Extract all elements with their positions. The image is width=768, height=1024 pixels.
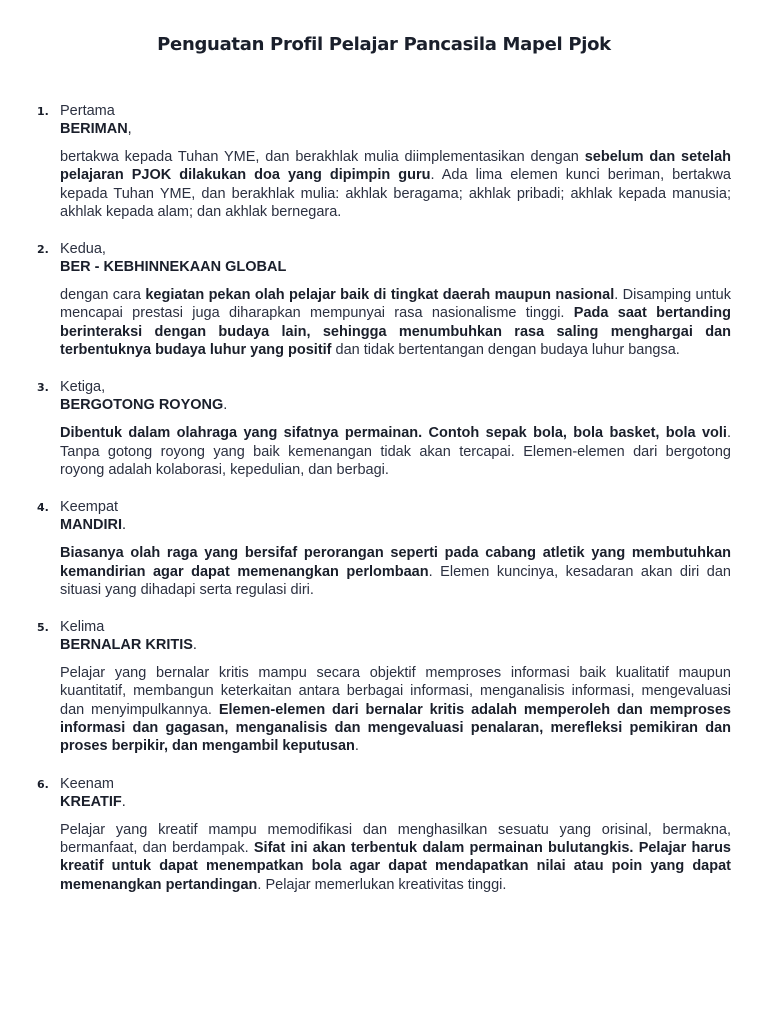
list-item: [0, 498, 768, 599]
item-description: [60, 286, 731, 359]
bold-segment: Dibentuk dalam olahraga yang sifatnya permainan. Contoh sepak bola, bola basket, bola voli: [60, 425, 727, 442]
item-ordinal: Kelima: [60, 619, 105, 636]
list-item: [0, 102, 768, 221]
item-heading: [60, 258, 731, 276]
text-segment: . Elemen kuncinya, kesadaran akan diri dan situasi yang dihadapi serta regulasi diri.: [60, 563, 731, 598]
item-number: 4.: [37, 501, 49, 515]
item-heading-sep: .: [121, 793, 126, 810]
text-segment: . Pelajar memerlukan kreativitas tinggi.: [257, 876, 507, 893]
list-item: [0, 618, 768, 755]
text-segment: dan tidak bertentangan dengan budaya luhur bangsa.: [331, 342, 680, 359]
item-number: 5.: [37, 621, 49, 635]
text-segment: Pelajar yang bernalar kritis mampu secara objektif memproses informasi baik kualitatif maupun kuantitatif, membangun keterkaitan antara berbagai informasi, menganalisis informasi, mengevaluasi dan menyimpulkannya.: [60, 665, 731, 718]
item-description: [60, 664, 731, 755]
item-heading-text: BERNALAR KRITIS: [60, 637, 193, 654]
text-segment: . Ada lima elemen kunci beriman, bertakwa kepada Tuhan YME, dan berakhlak mulia: akhlak beragama; akhlak pribadi; akhlak kepada manusia; akhlak kepada alam; dan akhlak bernegara.: [60, 167, 731, 220]
item-heading-sep: ,: [127, 121, 132, 137]
item-description: [60, 821, 731, 894]
item-heading-text: BERGOTONG ROYONG: [60, 397, 224, 414]
item-ordinal: Kedua,: [60, 241, 106, 258]
item-number: 2.: [37, 243, 49, 257]
document-title: Penguatan Profil Pelajar Pancasila Mapel Pjok: [157, 34, 611, 55]
text-segment: . Disamping untuk mencapai prestasi juga diharapkan mempunyai rasa nasionalisme tinggi.: [60, 287, 731, 322]
item-heading: [60, 516, 731, 534]
item-description: [60, 424, 731, 479]
item-heading: [60, 396, 731, 414]
text-segment: .: [354, 738, 359, 755]
item-heading-text: KREATIF: [60, 793, 122, 810]
bold-segment: Sifat ini akan terbentuk dalam permainan bulutangkis. Pelajar harus kreatif untuk dapat menempatkan bola agar dapat mendapatkan nilai atau poin yang dapat memenangkan pertandingan: [60, 839, 731, 893]
item-heading: [60, 120, 731, 138]
text-segment: Pelajar yang kreatif mampu memodifikasi dan menghasilkan sesuatu yang orisinal, bermakna, bermanfaat, dan berdampak.: [60, 821, 731, 856]
item-description: [60, 544, 731, 599]
item-heading: [60, 636, 731, 654]
bold-segment: sebelum dan setelah pelajaran PJOK dilakukan doa yang dipimpin guru: [60, 149, 731, 184]
text-segment: bertakwa kepada Tuhan YME, dan berakhlak mulia diimplementasikan dengan: [60, 149, 585, 165]
bold-segment: Biasanya olah raga yang bersifaf perorangan seperti pada cabang atletik yang membutuhkan kemandirian agar dapat memenangkan perlombaan: [60, 545, 731, 580]
item-ordinal: Pertama: [60, 103, 115, 119]
item-ordinal: Ketiga,: [60, 379, 106, 396]
item-heading-sep: .: [192, 637, 197, 654]
item-number: 3.: [37, 381, 49, 395]
list-item: [0, 378, 768, 479]
bold-segment: Pada saat bertanding berinteraksi dengan budaya lain, sehingga menumbuhkan rasa saling menghargai dan terbentuknya budaya luhur yang positif: [60, 305, 731, 359]
profile-list: [0, 102, 768, 913]
item-heading-sep: .: [122, 517, 127, 534]
item-heading-sep: .: [223, 397, 228, 414]
bold-segment: Elemen-elemen dari bernalar kritis adalah memperoleh dan memproses informasi dan gagasan, menganalisis dan mengevaluasi penalaran, merefleksi pemikiran dan proses berpikir, dan mengambil keputusan: [60, 701, 731, 755]
bold-segment: kegiatan pekan olah pelajar baik di tingkat daerah maupun nasional: [145, 287, 615, 304]
item-heading-text: BER - KEBHINNEKAAN GLOBAL: [60, 259, 287, 276]
text-segment: . Tanpa gotong royong yang baik kemenangan tidak akan tercapai. Elemen-elemen dari bergotong royong adalah kolaborasi, kepedulian, dan berbagi.: [60, 425, 731, 478]
item-ordinal: Keenam: [60, 775, 115, 792]
item-description: [60, 148, 731, 221]
item-number: 1.: [37, 105, 49, 118]
item-heading: [60, 793, 731, 811]
list-item: [0, 240, 768, 359]
item-number: 6.: [37, 777, 49, 791]
text-segment: dengan cara: [60, 287, 146, 304]
item-heading-text: BERIMAN: [60, 121, 128, 137]
list-item: [0, 775, 768, 894]
item-heading-text: MANDIRI: [60, 517, 123, 534]
item-ordinal: Keempat: [60, 499, 119, 516]
